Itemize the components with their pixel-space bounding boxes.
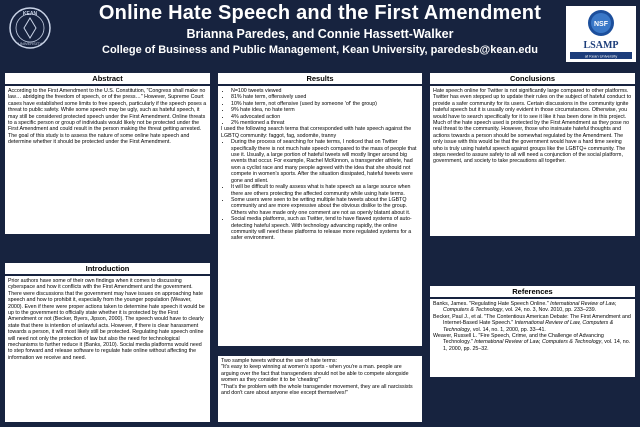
references-title: References <box>430 286 635 297</box>
list-item: • 2% mentioned a threat <box>231 120 419 126</box>
reference-item: Weaver, Russell L. "Fire Speech, Crime, and the Challenge of Advancing Technology." International Review of Law, Computers & Technology, vol. 14, no. 1, 2000, pp. 25–32. <box>433 333 631 352</box>
sample-tweets-heading: Two sample tweets without the use of hate terms: <box>221 358 337 364</box>
introduction-body: Prior authors have some of their own findings when it comes to discussing cyberspace and how it conflicts with the First Amendment and the government. There were discussions that the government may have issues on approaching hate speech and how to prohibit it, especially from the younger population (Weaver, 2000). Even if there were proper actions taken to determine hate speech it would be up to the government to officially state whether it is protected by the First Amendment or not (Becker, Byers, Jipson, 2000). The speech would have to clearly state that there is intention of unlawful acts. However, if there is clear harassment towards a person, it will most likely still be protected. Regulating hate speech online will need not only the protection of law but also the need for technological mechanisms to further reduce it (Banks, 2010). Social media platforms would need to step forward and release software to regulate hate online without affecting the information we receive and need. <box>8 278 205 361</box>
results-title: Results <box>218 73 422 84</box>
results-panel <box>218 86 422 346</box>
list-item: • 10% hate term, not offensive (used by someone 'of' the group) <box>231 101 419 107</box>
abstract-panel <box>5 86 210 234</box>
svg-text:LSAMP: LSAMP <box>583 40 619 51</box>
poster-title: Online Hate Speech and the First Amendment <box>98 2 542 24</box>
list-item: • During the process of searching for hate terms, I noticed that on Twitter specifically there is not much hate speech compared to the mass of people that use it. Usually, a large portion of hateful tweets will mostly linger around big events that occur. For example, Rachel McKinnon, a transgender athlete, had won a cyclist race and many people agreed with the idea that she should not compete in women's sports. After the situation dissipated, hateful tweets were gone and silent. <box>231 139 419 184</box>
reference-item: Becker, Paul J., et al. "The Contentious American Debate: The First Amendment and Internet-Based Hate Speech." International Review of Law, Computers & Technology, vol. 14, no. 1, 2000, pp. 33–41. <box>433 313 631 333</box>
introduction-panel <box>5 276 210 422</box>
introduction-title: Introduction <box>5 263 210 274</box>
results-search-terms: I used the following search terms that corresponded with hate speech against the LGBTQ community: faggot, fag, sodomite, tranny <box>221 126 412 139</box>
results-stats-list <box>221 88 419 126</box>
lsamp-logo <box>566 6 636 62</box>
sample-tweets-panel <box>218 356 422 422</box>
list-item: • 81% hate term, offensively used <box>231 94 419 100</box>
abstract-title: Abstract <box>5 73 210 84</box>
list-item: • Some users were seen to be writing multiple hate tweets about the LGBTQ community and are more expressive about the obvious dislike to the group. Others who have made only one comment are not as openly blatant about it. <box>231 197 419 216</box>
conclusions-body: Hate speech online for Twitter is not significantly large compared to other platforms. Twitter has even stepped up to update their rules on the subject of hateful conduct to provide a safer community for its users. Certain discussions in the community ignite hateful speech but it is usually only evident in those circumstances. Otherwise, you would have to search specifically for it to see it like it has been done in this project. Much of the hate speech used is protected by the First Amendment as they pose no real threat to the community. However, those who insinuate hateful thoughts and actions towards a person should be somewhat regulated by the Amendment. The only issue with this would be that the government would have a hard time seeing who is truly using hateful speech against groups like the LGBTQ+ community. The steps needed to assure safety to all will need a conjunction of the social platform, government, and society to take precautions all together. <box>433 88 632 165</box>
list-item: • It will be difficult to really assess what is hate speech as a large source when there are others protecting the affected community while using hate terms. <box>231 184 419 197</box>
svg-text:at Kean University: at Kean University <box>584 53 618 59</box>
poster-authors: Brianna Paredes, and Connie Hassett-Walker <box>186 27 454 41</box>
conclusions-panel <box>430 86 635 236</box>
list-item: • Social media platforms, such as Twitter, tend to have flawed systems of auto-detecting hateful speech. With technology advancing rapidly, the online community will need these platforms to release more regulated systems for a safer environment. <box>231 216 419 242</box>
list-item: • 9% hate idea, no hate term <box>231 107 419 113</box>
list-item: • N=100 tweets viewed <box>231 88 419 94</box>
svg-text:UNIVERSITY: UNIVERSITY <box>17 41 43 46</box>
svg-text:NSF: NSF <box>594 21 608 28</box>
reference-item: Banks, James. "Regulating Hate Speech Online." International Review of Law, Computers & Technology, vol. 24, no. 3, Nov. 2010, pp. 233–239. <box>433 301 617 314</box>
poster-affiliation: College of Business and Public Management, Kean University, paredesb@kean.edu <box>102 44 538 56</box>
conclusions-title: Conclusions <box>430 73 635 84</box>
results-findings-list <box>221 139 419 242</box>
list-item: • 4% advocated action <box>231 114 419 120</box>
sample-tweet-1: "It's easy to keep winning at women's sports - when you're a man. people are arguing over the fact that transgenders should not be able to compete alongside women as they consider it to be 'cheating'" <box>221 364 409 384</box>
sample-tweet-2: "That's the problem with the whole transgender movement, they are all narcissists and don't care about anyone else except themselves!" <box>221 383 413 397</box>
abstract-body: According to the First Amendment to the U.S. Constitution, "Congress shall make no law… abridging the freedom of speech, or of the press…" However, Supreme Court cases have established some limits to free speech, particularly if the speech poses a threat to public safety. While some speech may be ugly, such as hateful speech, it may still be considered protected speech under the First Amendment. Online threats to a specific person or group of individuals would likely not be protected under the First Amendment and could result in the person making the threat getting arrested. The goal of this study is to assess the nature of some online hate speech and determine whether it should be protected under the First Amendment. <box>8 88 207 146</box>
svg-text:KEAN: KEAN <box>22 11 38 17</box>
references-panel <box>430 299 635 377</box>
